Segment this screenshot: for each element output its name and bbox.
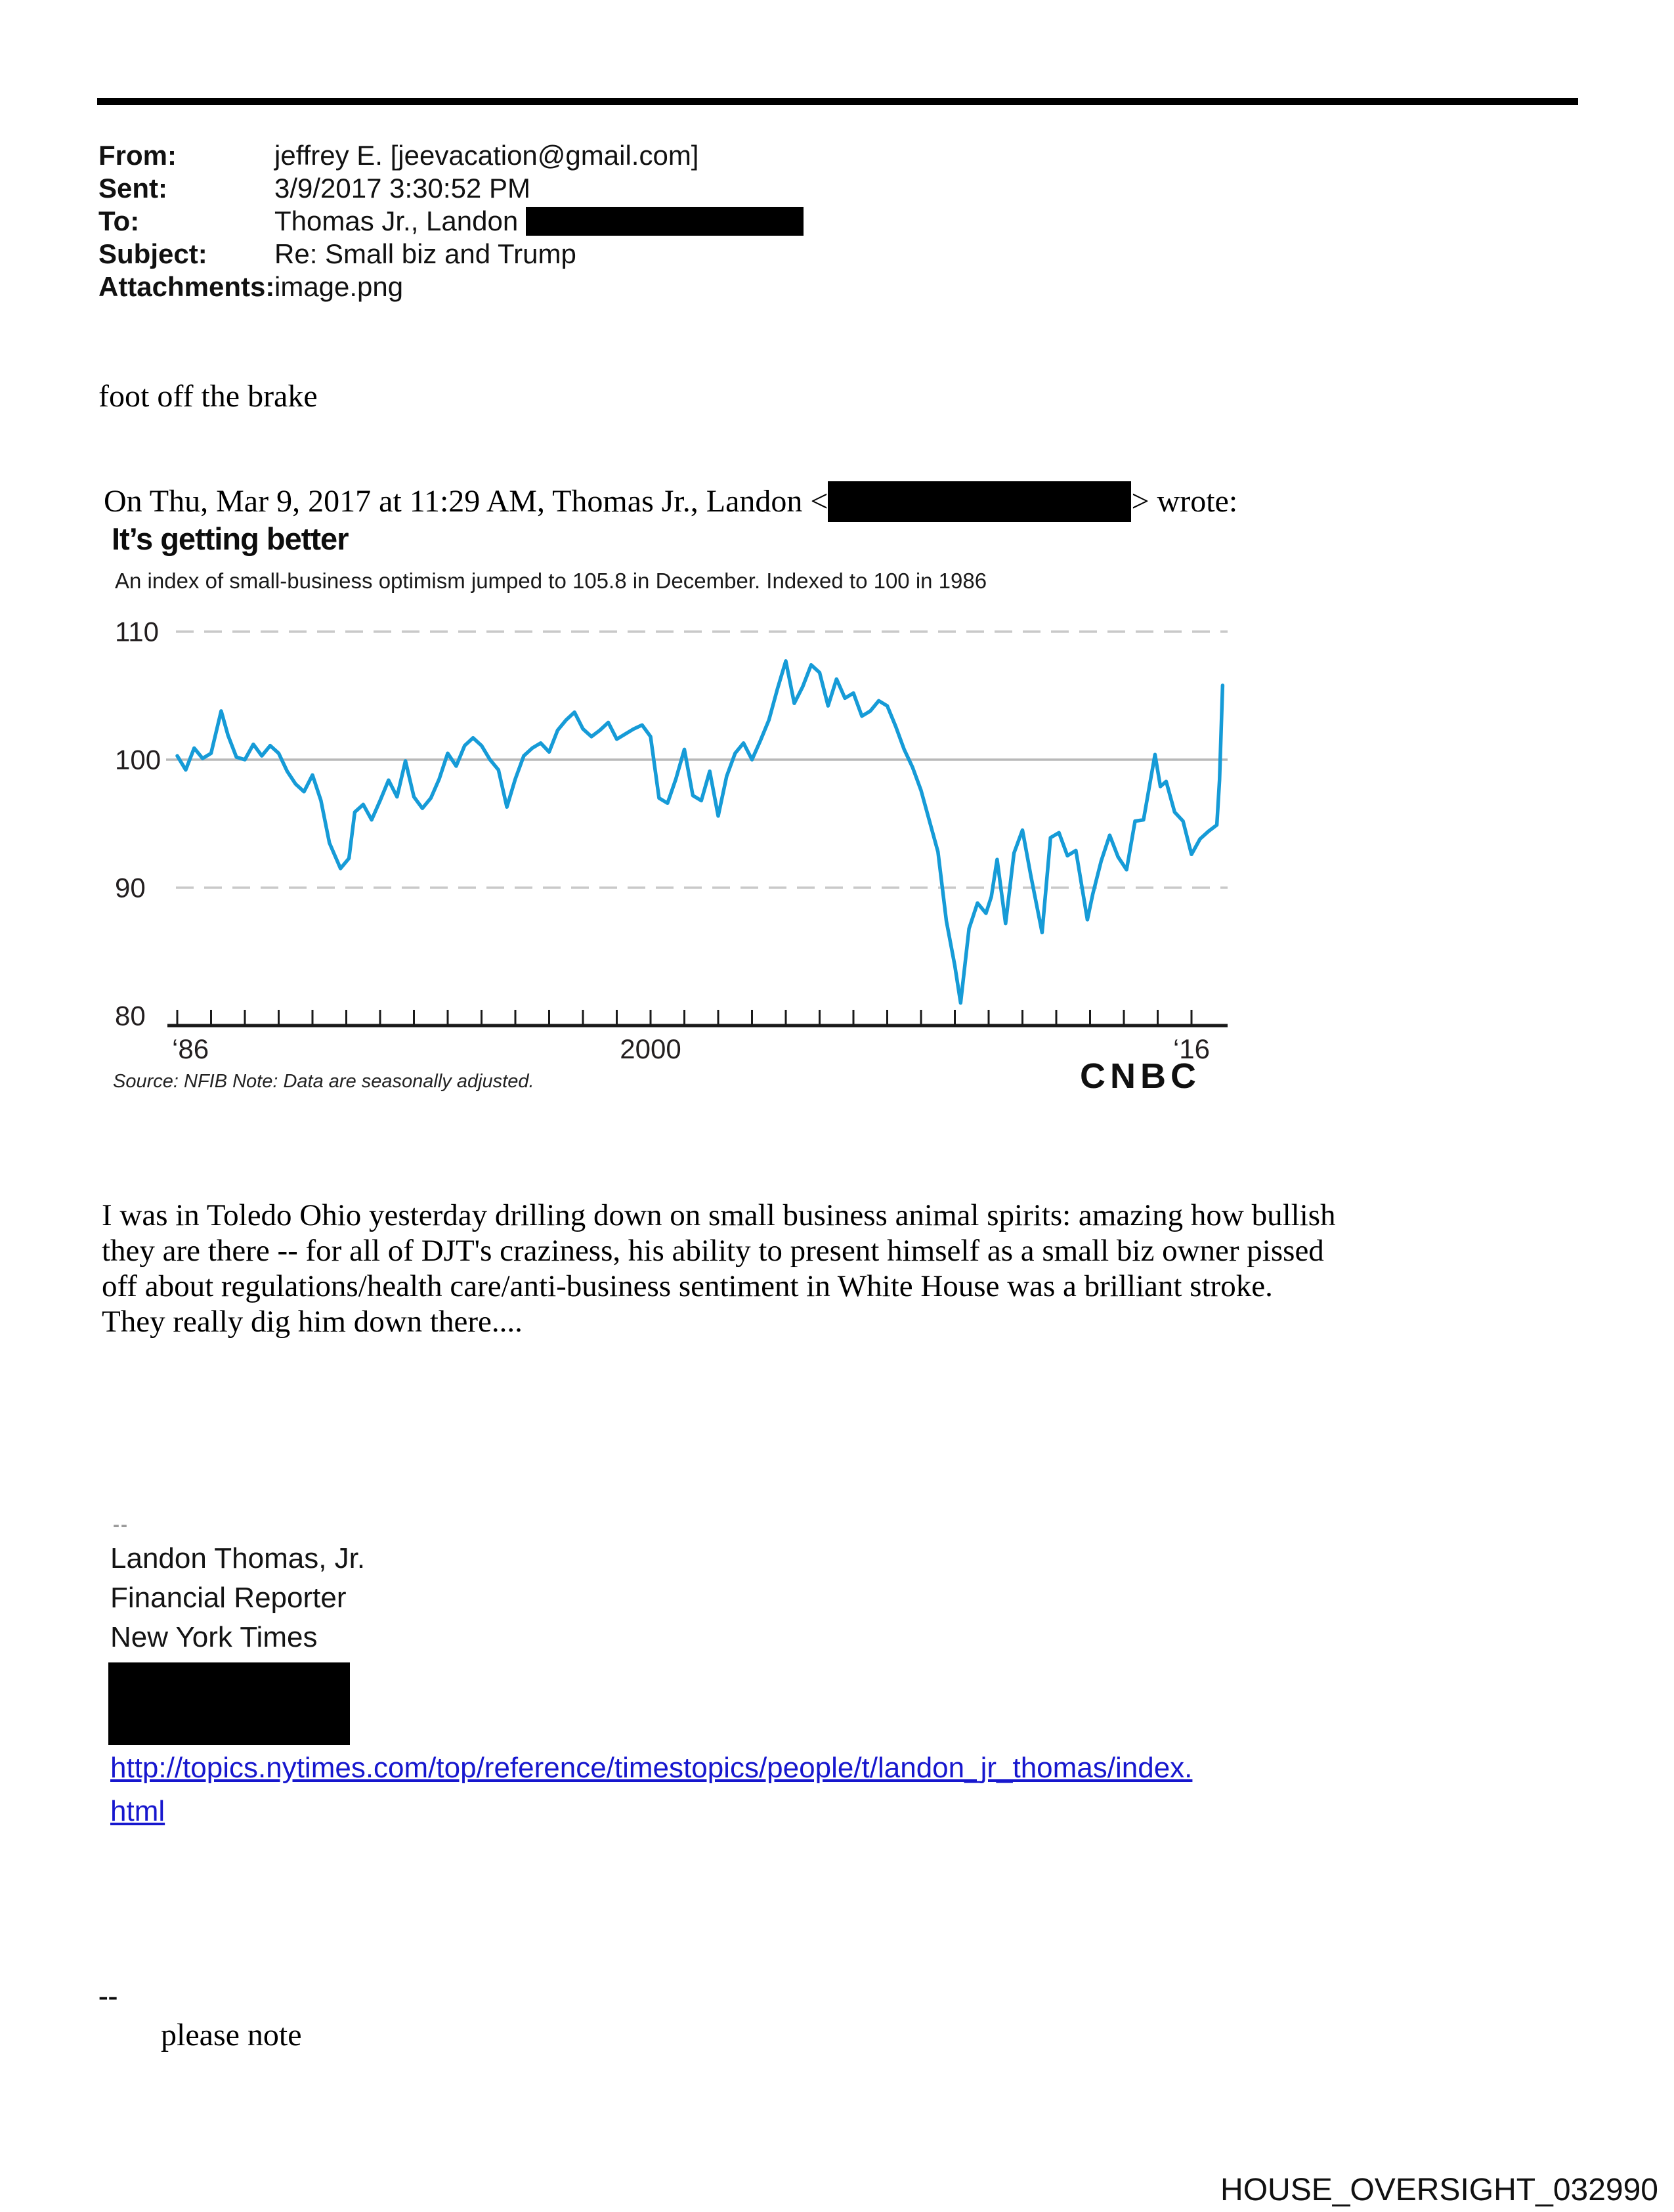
x-tick-label-2000: 2000 [620, 1033, 681, 1064]
email-header-block [98, 139, 804, 303]
x-tick-label-1986: ‘86 [172, 1033, 209, 1064]
body-line: they are there -- for all of DJT's craziness, his ability to present himself as a small biz owner pissed [102, 1234, 1324, 1268]
y-tick-label-110: 110 [115, 616, 159, 647]
redaction-box-quote-email [828, 481, 1131, 522]
link-line-1[interactable]: http://topics.nytimes.com/top/reference/timestopics/people/t/landon_jr_thomas/index. [110, 1752, 1193, 1784]
header-divider-rule [97, 98, 1578, 105]
to-value: Thomas Jr., Landon [274, 206, 519, 236]
header-row-from [98, 139, 804, 172]
quote-intro-after: > wrote: [1131, 484, 1238, 519]
footer-delimiter: -- [98, 1980, 118, 2012]
quote-intro-before: On Thu, Mar 9, 2017 at 11:29 AM, Thomas Jr., Landon < [104, 484, 828, 519]
signature-org: New York Times [110, 1621, 318, 1653]
y-tick-label-100: 100 [115, 744, 161, 775]
body-line: I was in Toledo Ohio yesterday drilling down on small business animal spirits: amazing how bullish [102, 1198, 1336, 1232]
sent-label: Sent: [98, 173, 167, 204]
subject-label: Subject: [98, 238, 207, 269]
email-body-paragraph [102, 1198, 1336, 1339]
nytimes-profile-link[interactable] [110, 1746, 1192, 1833]
y-tick-label-90: 90 [115, 872, 146, 903]
body-line: off about regulations/health care/anti-business sentiment in White House was a brilliant stroke. [102, 1269, 1273, 1303]
header-row-subject [98, 238, 804, 271]
from-value: jeffrey E. [jeevacation@gmail.com] [274, 140, 699, 171]
footer-note-text: please note [161, 2018, 302, 2052]
signature-name: Landon Thomas, Jr. [110, 1542, 366, 1574]
optimism-index-line [177, 661, 1222, 1003]
cnbc-logo: CNBC [1080, 1056, 1201, 1096]
reply-message-text: foot off the brake [98, 379, 318, 414]
y-tick-label-80: 80 [115, 1000, 146, 1031]
body-line: They really dig him down there.... [102, 1305, 523, 1339]
to-label: To: [98, 206, 140, 236]
redaction-box-to [526, 207, 804, 236]
attachments-label: Attachments: [98, 271, 275, 302]
signature-block [110, 1539, 365, 1657]
optimism-line-chart [85, 611, 1241, 1077]
chart-source-note: Source: NFIB Note: Data are seasonally adjusted. [113, 1071, 534, 1092]
sent-value: 3/9/2017 3:30:52 PM [274, 173, 530, 204]
subject-value: Re: Small biz and Trump [274, 238, 576, 269]
x-tick-label-2016: ‘16 [1172, 1033, 1211, 1064]
header-row-sent [98, 172, 804, 205]
chart-title: It’s getting better [112, 521, 349, 556]
attachment-filename: image.png [274, 271, 404, 302]
header-row-attachments [98, 271, 804, 303]
redaction-box-signature [108, 1662, 350, 1745]
bates-number: HOUSE_OVERSIGHT_032990 [1220, 2173, 1658, 2207]
header-row-to [98, 205, 804, 238]
from-label: From: [98, 140, 177, 171]
link-line-2[interactable]: html [110, 1795, 165, 1827]
chart-subtitle: An index of small-business optimism jumped to 105.8 in December. Indexed to 100 in 1986 [115, 569, 987, 593]
quoted-message-intro [104, 481, 1237, 522]
signature-title: Financial Reporter [110, 1582, 347, 1614]
signature-delimiter: -- [113, 1514, 129, 1536]
